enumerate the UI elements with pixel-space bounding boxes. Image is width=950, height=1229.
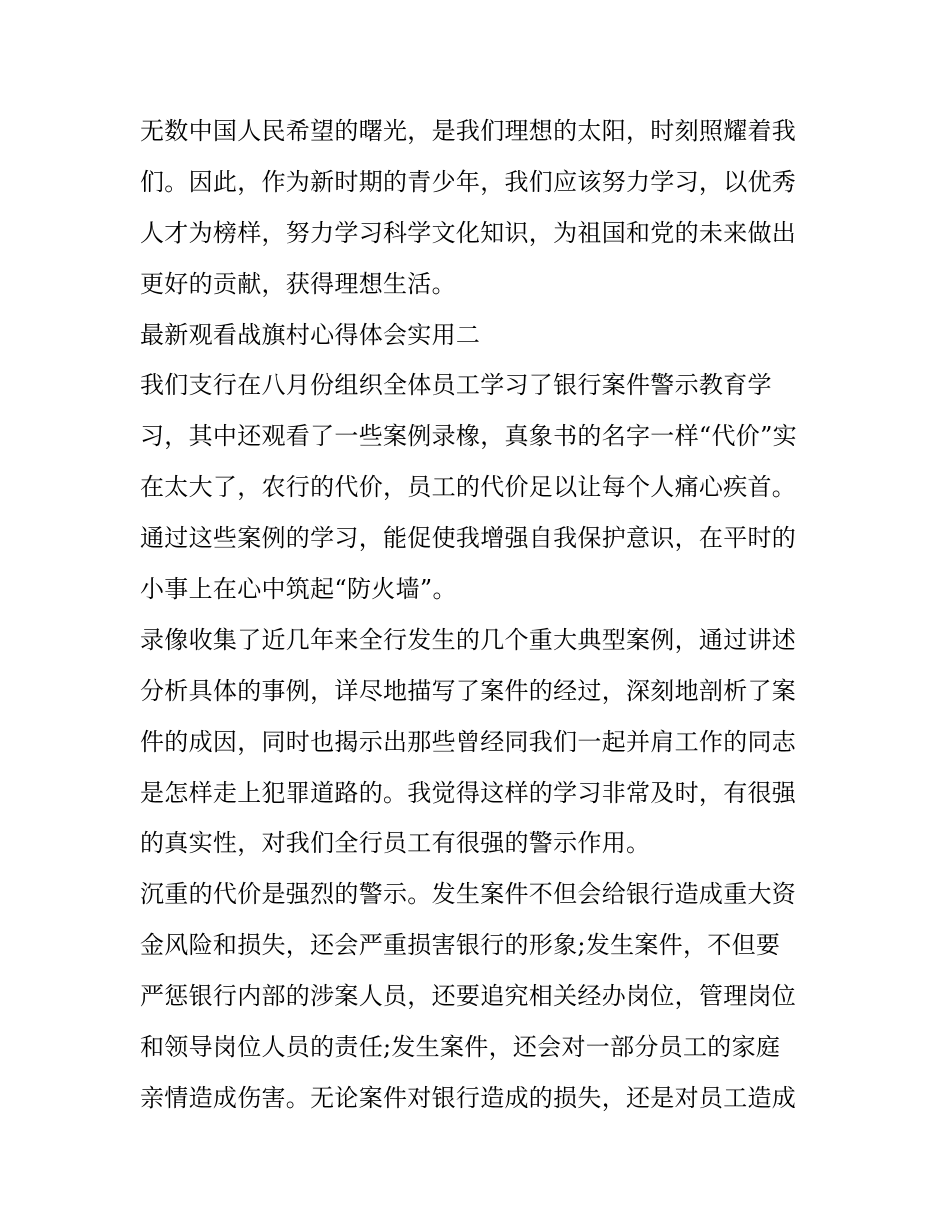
text-line: 是怎样走上犯罪道路的。我觉得这样的学习非常及时，有很强: [140, 778, 797, 807]
text-line: 录像收集了近几年来全行发生的几个重大典型案例，通过讲述: [140, 625, 797, 654]
text-line: 我们支行在八月份组织全体员工学习了银行案件警示教育学: [140, 371, 772, 400]
text-line: 严惩银行内部的涉案人员，还要追究相关经办岗位，管理岗位: [140, 982, 797, 1011]
text-line: 分析具体的事例，详尽地描写了案件的经过，深刻地剖析了案: [140, 676, 797, 705]
text-line: 无数中国人民希望的曙光，是我们理想的太阳，时刻照耀着我: [140, 117, 797, 145]
text-line: 习，其中还观看了一些案例录橡，真象书的名字一样“代价”实: [140, 422, 797, 451]
text-line: 人才为榜样，努力学习科学文化知识，为祖国和党的未来做出: [140, 218, 797, 247]
text-line: 更好的贡献，获得理想生活。: [140, 269, 456, 298]
text-line: 件的成因，同时也揭示出那些曾经同我们一起并肩工作的同志: [140, 727, 797, 756]
text-line: 在太大了，农行的代价，员工的代价足以让每个人痛心疾首。: [140, 473, 797, 502]
text-line: 的真实性，对我们全行员工有很强的警示作用。: [140, 829, 651, 858]
text-line: 沉重的代价是强烈的警示。发生案件不但会给银行造成重大资: [140, 880, 797, 909]
section-heading: 最新观看战旗村心得体会实用二: [140, 320, 481, 349]
text-line: 金风险和损失，还会严重损害银行的形象;发生案件，不但要: [140, 931, 781, 960]
text-line: 小事上在心中筑起“防火墙”。: [140, 575, 457, 604]
document-body: [140, 108, 830, 1126]
text-line: 们。因此，作为新时期的青少年，我们应该努力学习，以优秀: [140, 167, 797, 196]
text-line: 和领导岗位人员的责任;发生案件，还会对一部分员工的家庭: [140, 1033, 781, 1062]
text-line: 通过这些案例的学习，能促使我增强自我保护意识，在平时的: [140, 524, 797, 553]
text-line: 亲情造成伤害。无论案件对银行造成的损失，还是对员工造成: [140, 1083, 797, 1112]
